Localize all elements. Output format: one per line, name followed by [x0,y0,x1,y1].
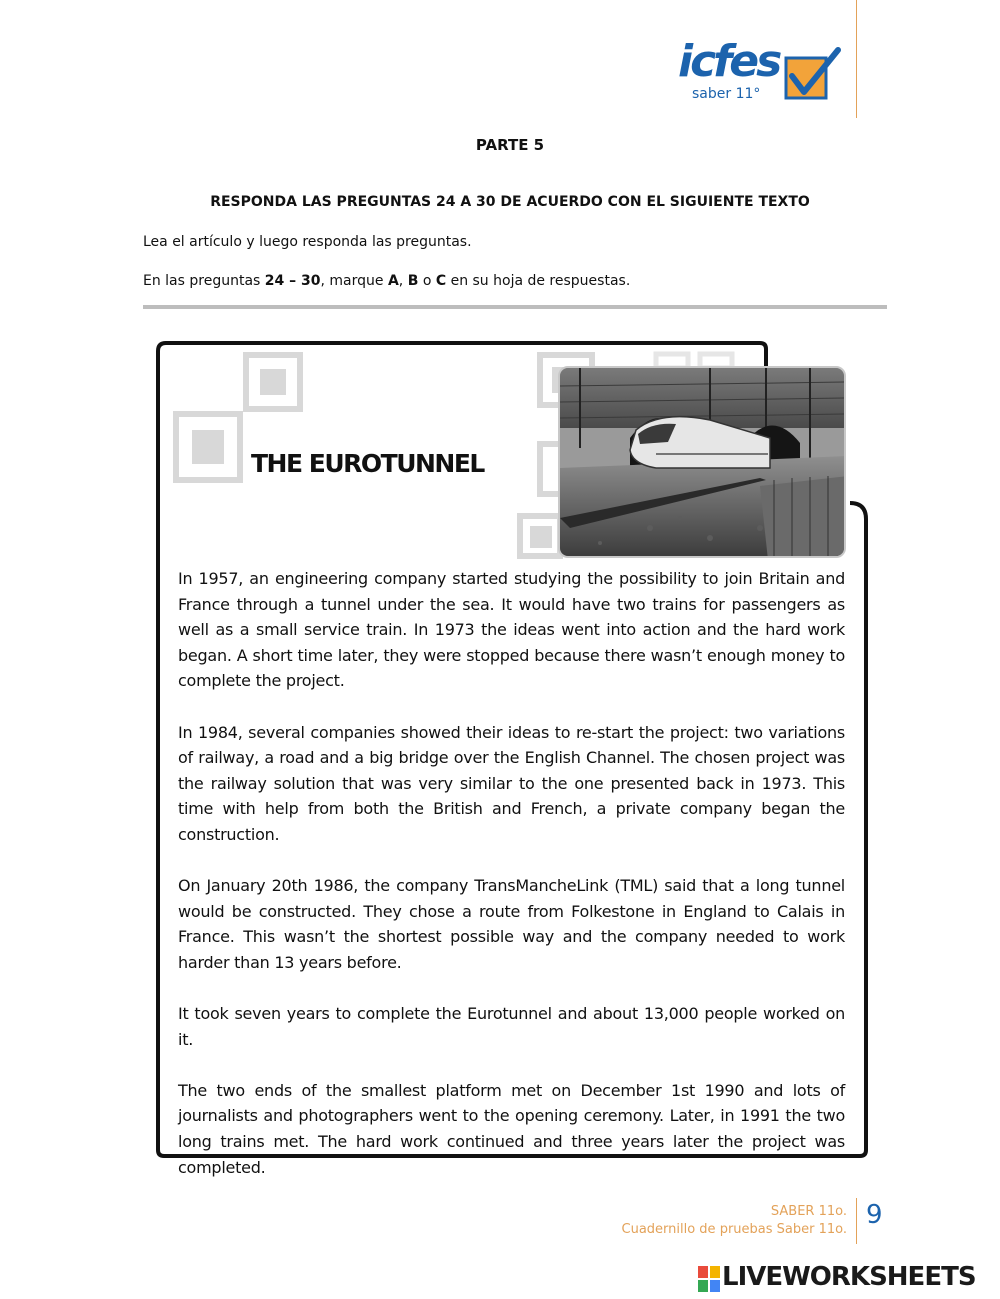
option-a: A [387,273,399,289]
question-range: 24 – 30 [264,273,321,289]
liveworksheets-logo-icon [698,1266,720,1292]
article-paragraph-3: On January 20th 1986, the company TransMancheLink (TML) said that a long tunnel would be constructed. They chose a route from Folkestone in England to Calais in France. This wasn’t the shortest possible way and the company needed to work harder than 13 years before. [178,876,845,972]
article-paragraph-4: It took seven years to complete the Eurotunnel and about 13,000 people worked on it. [178,1004,845,1049]
article-paragraph-1: In 1957, an engineering company started studying the possibility to join Britain and France through a tunnel under the sea. It would have two trains for passengers as well as a small service train. In 1973 the ideas went into action and the hard work began. A short time later, they were stopped because there wasn’t enough money to complete the project. [178,569,845,691]
train-tunnel-photo [558,366,846,558]
article-body [178,566,845,1206]
article-paragraph-5: The two ends of the smallest platform met on December 1st 1990 and lots of journalists and photographers went to the opening ceremony. Later, in 1991 the two long trains met. The hard work continued and three years later the project was completed. [178,1080,845,1177]
footer-divider-line [856,1198,857,1244]
page-number: 9 [866,1200,883,1230]
instruction-heading: RESPONDA LAS PREGUNTAS 24 A 30 DE ACUERDO CON EL SIGUIENTE TEXTO [210,194,810,210]
logo-subtitle: saber 11° [692,86,761,102]
logo-wordmark: icfes [678,36,780,87]
instruction-line-1: Lea el artículo y luego responda las preguntas. [143,234,472,250]
footer-booklet-name: Cuadernillo de pruebas Saber 11o. [621,1222,847,1237]
footer-exam-name: SABER 11o. [770,1204,847,1219]
part-heading: PARTE 5 [475,136,545,154]
watermark-text: LIVEWORKSHEETS [722,1262,976,1292]
liveworksheets-watermark [698,1264,998,1294]
article-title: THE EUROTUNNEL [251,449,484,478]
instruction-line-2: En las preguntas 24 – 30, marque A, B o C en su hoja de respuestas. [143,273,631,289]
article-paragraph-2: In 1984, several companies showed their ideas to re-start the project: two variations of railway, a road and a big bridge over the English Channel. The chosen project was the railway solution that was very similar to the one presented back in 1973. This time with help from both the British and French, a private company began the construction. [178,722,845,844]
option-c: C [435,273,447,289]
train-photo-image [560,368,846,558]
option-b: B [407,273,419,289]
